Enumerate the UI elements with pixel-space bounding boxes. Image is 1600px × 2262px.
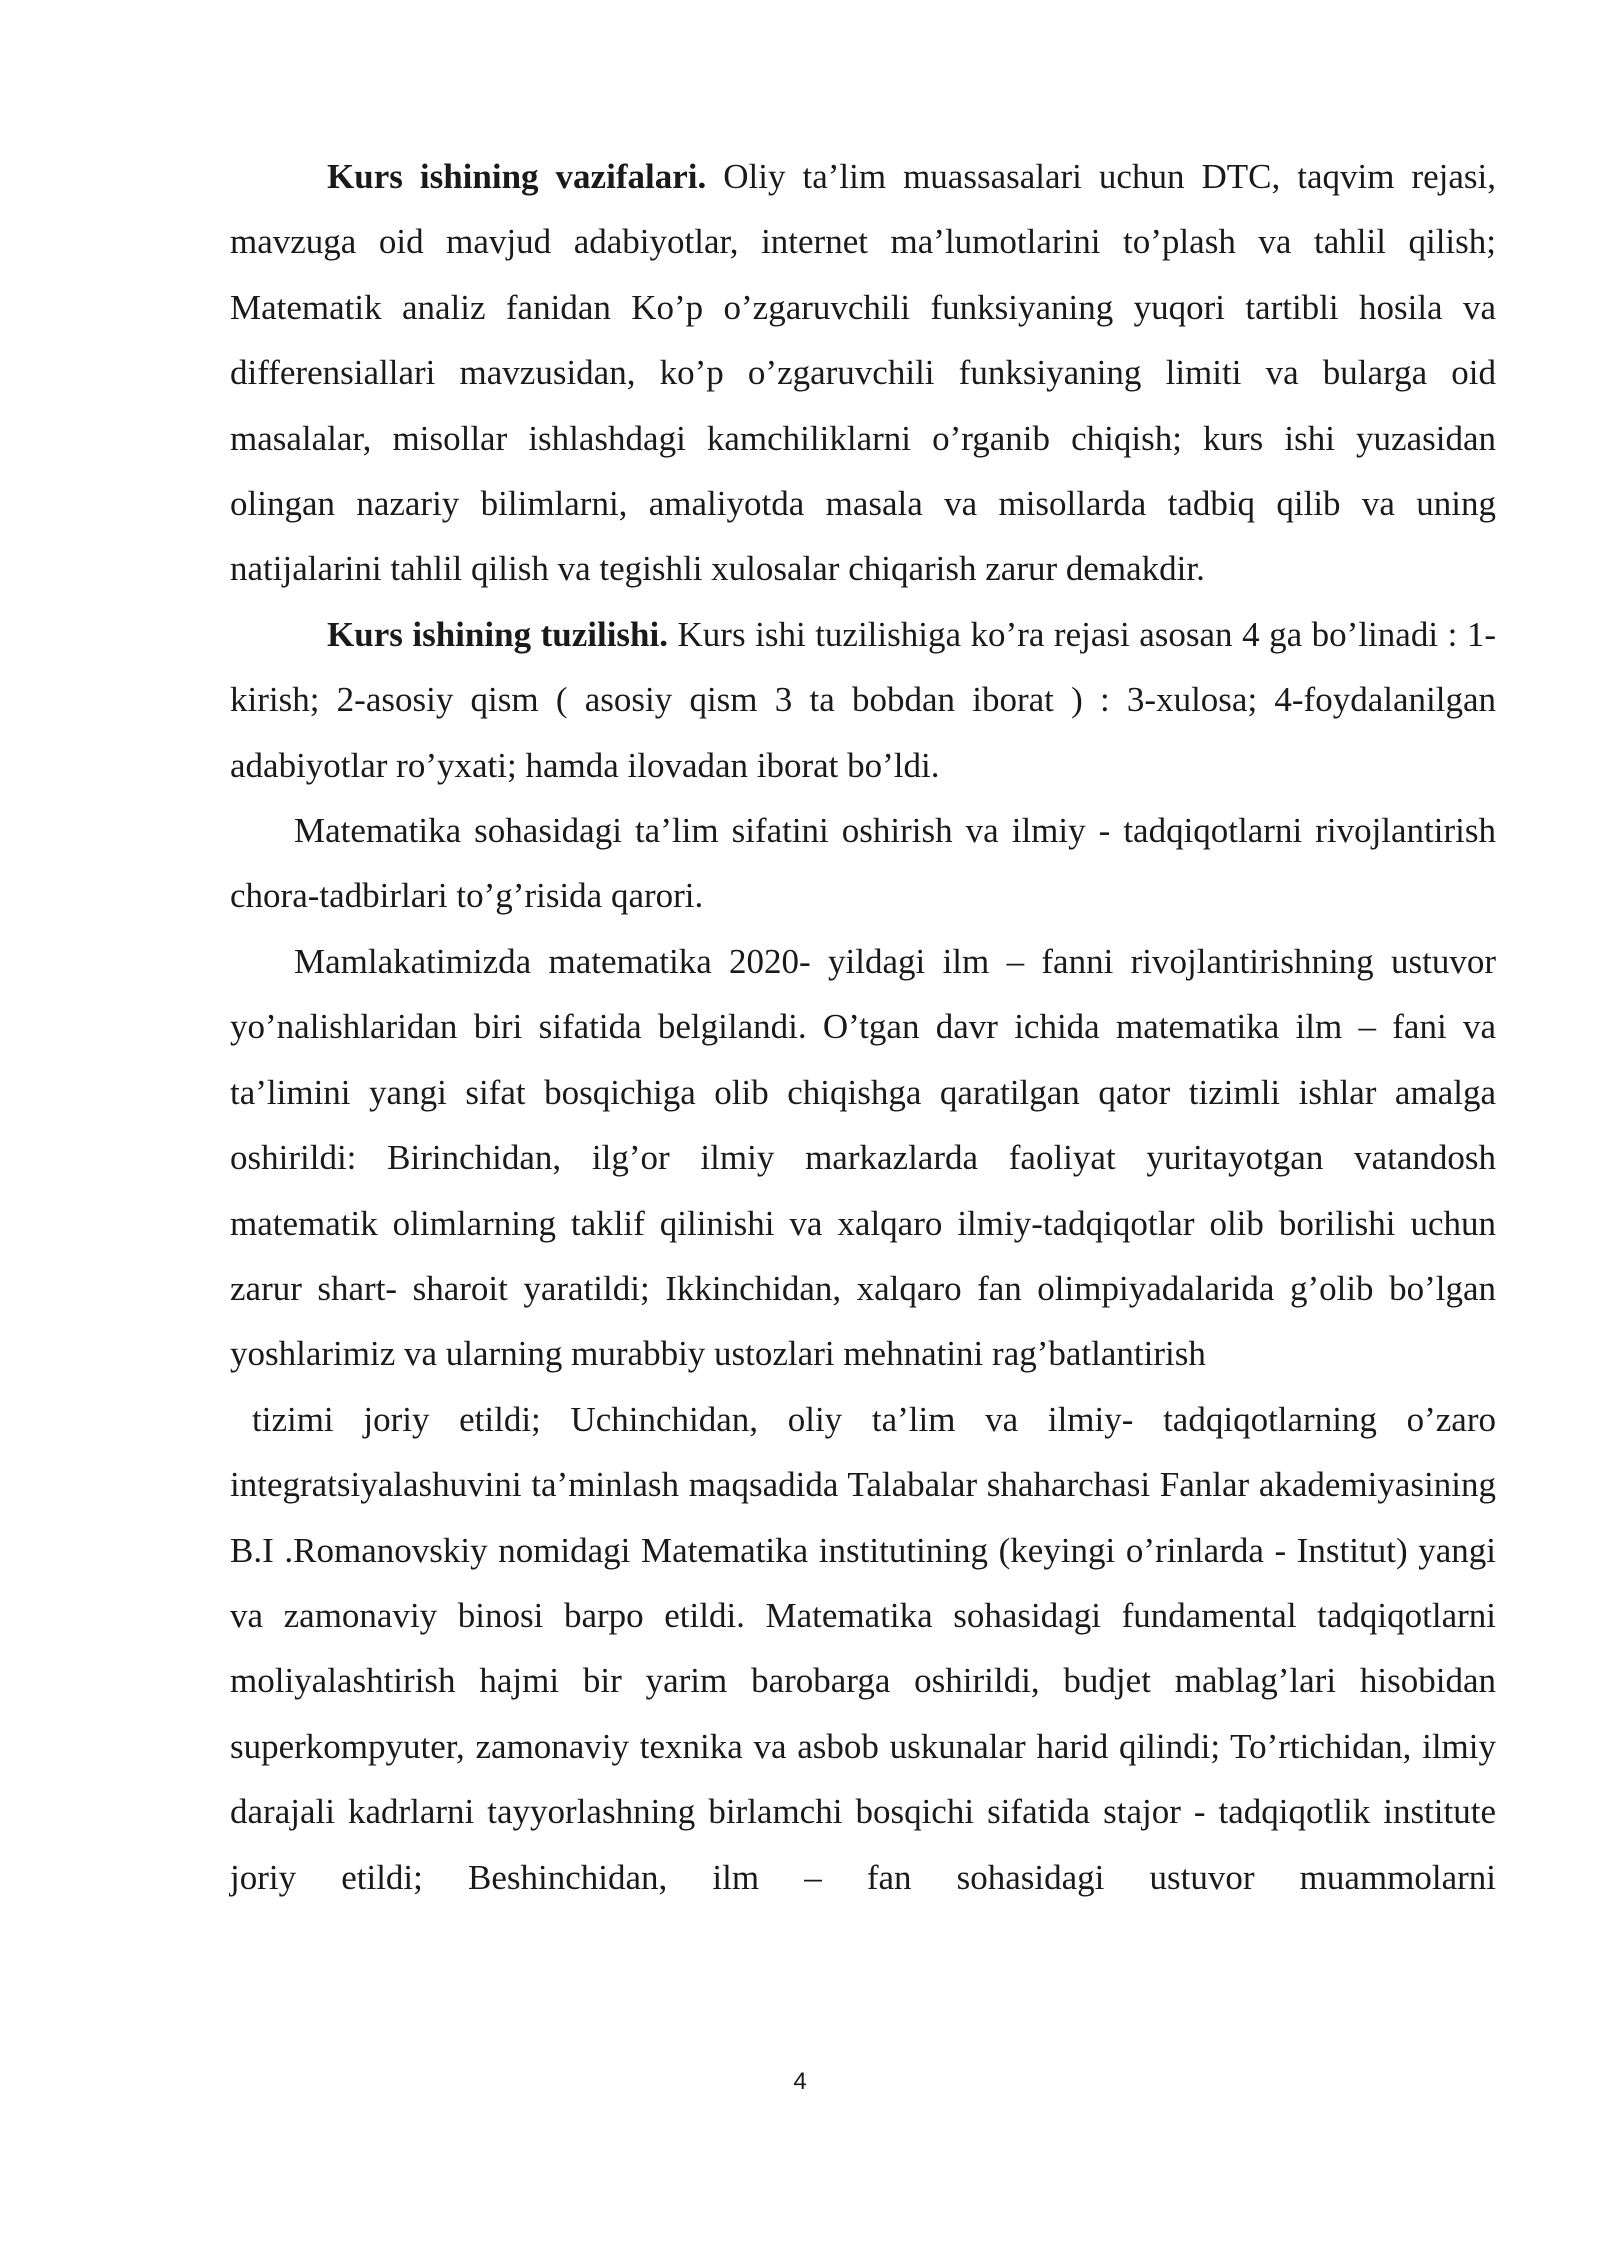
paragraph-resolution-text: Matematika sohasidagi ta’lim sifatini oshirish va ilmiy - tadqiqotlarni rivojlantirish chora-tadbirlari to’g’risida qarori. [230,811,1496,916]
paragraph-tasks [230,144,1496,602]
paragraph-priorities [230,929,1496,1387]
paragraph-resolution [230,798,1496,929]
paragraph-priorities-text: Mamlakatimizda matematika 2020- yildagi ilm – fanni rivojlantirishning ustuvor yo’nalishlaridan biri sifatida belgilandi. O’tgan davr ichida matematika ilm – fani va ta’limini yangi sifat bosqichiga olib chiqishga qaratilgan qator tizimli ishlar amalga oshirildi: Birinchidan, ilg’or ilmiy markazlarda faoliyat yuritayotgan vatandosh matematik olimlarning taklif qilinishi va xalqaro ilmiy-tadqiqotlar olib borilishi uchun zarur shart- sharoit yaratildi; Ikkinchidan, xalqaro fan olimpiyadalarida g’olib bo’lgan yoshlarimiz va ularning murabbiy ustozlari mehnatini rag’batlantirish [230,941,1496,1374]
heading-tasks: Kurs ishining vazifalari. [327,157,707,196]
paragraph-tasks-text: Oliy ta’lim muassasalari uchun DTC, taqvim rejasi, mavzuga oid mavjud adabiyotlar, internet ma’lumotlarini to’plash va tahlil qilish; Matematik analiz fanidan Ko’p o’zgaruvchili funksiyaning yuqori tartibli hosila va differensiallari mavzusidan, ko’p o’zgaruvchili funksiyaning limiti va bularga oid masalalar, misollar ishlashdagi kamchiliklarni o’rganib chiqish; kurs ishi yuzasidan olingan nazariy bilimlarni, amaliyotda masala va misollarda tadbiq qilib va uning natijalarini tahlil qilish va tegishli xulosalar chiqarish zarur demakdir. [230,157,1496,589]
paragraph-measures-text: tizimi joriy etildi; Uchinchidan, oliy ta’lim va ilmiy- tadqiqotlarning o’zaro integratsiyalashuvini ta’minlash maqsadida Talabalar shaharchasi Fanlar akademiyasining B.I .Romanovskiy nomidagi Matematika institutining (keyingi o’rinlarda - Institut) yangi va zamonaviy binosi barpo etildi. Matematika sohasidagi fundamental tadqiqotlarni moliyalashtirish hajmi bir yarim barobarga oshirildi, budjet mablag’lari hisobidan superkompyuter, zamonaviy texnika va asbob uskunalar harid qilindi; To’rtichidan, ilmiy darajali kadrlarni tayyorlashning birlamchi bosqichi sifatida stajor - tadqiqotlik institute joriy etildi; Beshinchidan, ilm – fan sohasidagi ustuvor muammolarni [230,1399,1496,1897]
body-text [230,144,1496,1910]
heading-structure: Kurs ishining tuzilishi. [327,614,668,654]
page-number: 4 [793,2068,807,2095]
paragraph-structure [230,602,1496,798]
paragraph-structure-text: Kurs ishi tuzilishiga ko’ra rejasi asosan 4 ga bo’linadi : 1-kirish; 2-asosiy qism ( asosiy qism 3 ta bobdan iborat ) : 3-xulosa; 4-foydalanilgan adabiyotlar ro’yxati; hamda ilovadan iborat bo’ldi. [230,614,1496,785]
paragraph-measures [230,1387,1496,1910]
